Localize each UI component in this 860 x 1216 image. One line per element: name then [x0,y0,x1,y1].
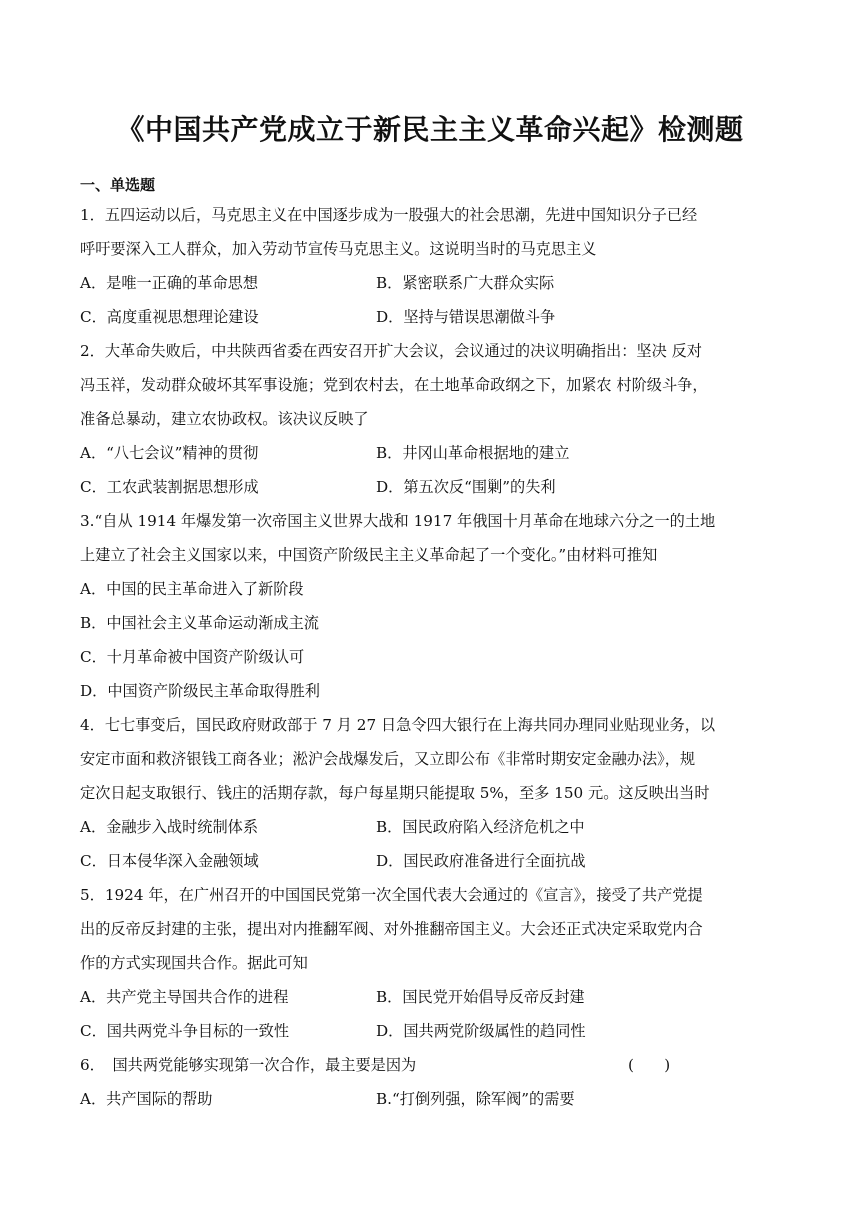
question-6-option-b: B.“打倒列强，除军阀”的需要 [376,1090,575,1108]
question-4 [80,708,786,878]
question-4-option-a: A．金融步入战时统制体系 [80,818,259,836]
question-2-option-b: B．井冈山革命根据地的建立 [376,444,570,462]
question-5-option-d: D．国共两党阶级属性的趋同性 [376,1022,586,1040]
question-6-option-a: A．共产国际的帮助 [80,1090,213,1108]
question-6 [80,1048,786,1116]
question-1-line-1: 1．五四运动以后，马克思主义在中国逐步成为一股强大的社会思潮，先进中国知识分子已经 [80,206,698,224]
question-4-line-2: 安定市面和救济银钱工商各业；淞沪会战爆发后，又立即公布《非常时期安定金融办法》，规 [80,750,696,768]
question-1-option-b: B．紧密联系广大群众实际 [376,274,555,292]
document-title: 《中国共产党成立于新民主主义革命兴起》检测题 [116,113,744,146]
question-5-option-b: B．国民党开始倡导反帝反封建 [376,988,585,1006]
question-1-option-c: C．高度重视思想理论建设 [80,308,259,326]
question-4-options-row-1 [80,810,786,844]
question-3-option-a: A．中国的民主革命进入了新阶段 [80,580,304,598]
question-2-options-row-2 [80,470,786,504]
question-2-line-1: 2．大革命失败后，中共陕西省委在西安召开扩大会议，会议通过的决议明确指出：坚决 反对 [80,342,702,360]
question-2-option-a: A．“八七会议”精神的贯彻 [80,444,259,462]
question-4-options-row-2 [80,844,786,878]
question-3-option-d: D．中国资产阶级民主革命取得胜利 [80,682,320,700]
question-2-option-d: D．第五次反“围剿”的失利 [376,478,556,496]
questions-body [80,198,786,1116]
question-2-line-3: 准备总暴动，建立农协政权。该决议反映了 [80,410,369,428]
question-2-line-2: 冯玉祥，发动群众破坏其军事设施；党到农村去，在土地革命政纲之下，加紧农 村阶级斗争， [80,376,708,394]
section-heading: 一、单选题 [80,176,156,194]
question-5-line-3: 作的方式实现国共合作。据此可知 [80,954,308,972]
question-4-line-1: 4．七七事变后，国民政府财政部于 7 月 27 日急令四大银行在上海共同办理同业贴现业务，以 [80,716,716,734]
question-1-options-row-1 [80,266,786,300]
question-5-option-a: A．共产党主导国共合作的进程 [80,988,289,1006]
question-5-option-c: C．国共两党斗争目标的一致性 [80,1022,290,1040]
question-3-option-c: C．十月革命被中国资产阶级认可 [80,648,305,666]
question-6-options-row-1 [80,1082,786,1116]
question-3-line-2: 上建立了社会主义国家以来，中国资产阶级民主主义革命起了一个变化。”由材料可推知 [80,546,658,564]
question-5-options-row-2 [80,1014,786,1048]
question-2-options-row-1 [80,436,786,470]
question-5-line-2: 出的反帝反封建的主张，提出对内推翻军阀、对外推翻帝国主义。大会还正式决定采取党内合 [80,920,703,938]
question-6-stem: 6． 国共两党能够实现第一次合作，最主要是因为 [80,1056,417,1074]
question-1-line-2: 呼吁要深入工人群众，加入劳动节宣传马克思主义。这说明当时的马克思主义 [80,240,597,258]
question-1 [80,198,786,334]
question-6-stem-row [80,1048,786,1082]
question-1-option-d: D．坚持与错误思潮做斗争 [376,308,556,326]
question-5-line-1: 5．1924 年，在广州召开的中国国民党第一次全国代表大会通过的《宣言》，接受了共产党提 [80,886,703,904]
question-3-option-b: B．中国社会主义革命运动渐成主流 [80,614,319,632]
question-4-option-d: D．国民政府准备进行全面抗战 [376,852,586,870]
question-3-line-1: 3.“自从 1914 年爆发第一次帝国主义世界大战和 1917 年俄国十月革命在地球六分之一的土地 [80,512,716,530]
answer-parentheses: ( ) [628,1056,671,1074]
question-4-option-b: B．国民政府陷入经济危机之中 [376,818,585,836]
question-3 [80,504,786,708]
question-5 [80,878,786,1048]
question-4-option-c: C．日本侵华深入金融领域 [80,852,259,870]
question-2-option-c: C．工农武装割据思想形成 [80,478,259,496]
question-1-options-row-2 [80,300,786,334]
question-2 [80,334,786,504]
question-1-option-a: A．是唯一正确的革命思想 [80,274,259,292]
question-5-options-row-1 [80,980,786,1014]
question-4-line-3: 定次日起支取银行、钱庄的活期存款，每户每星期只能提取 5%，至多 150 元。这反映出当时 [80,784,710,802]
